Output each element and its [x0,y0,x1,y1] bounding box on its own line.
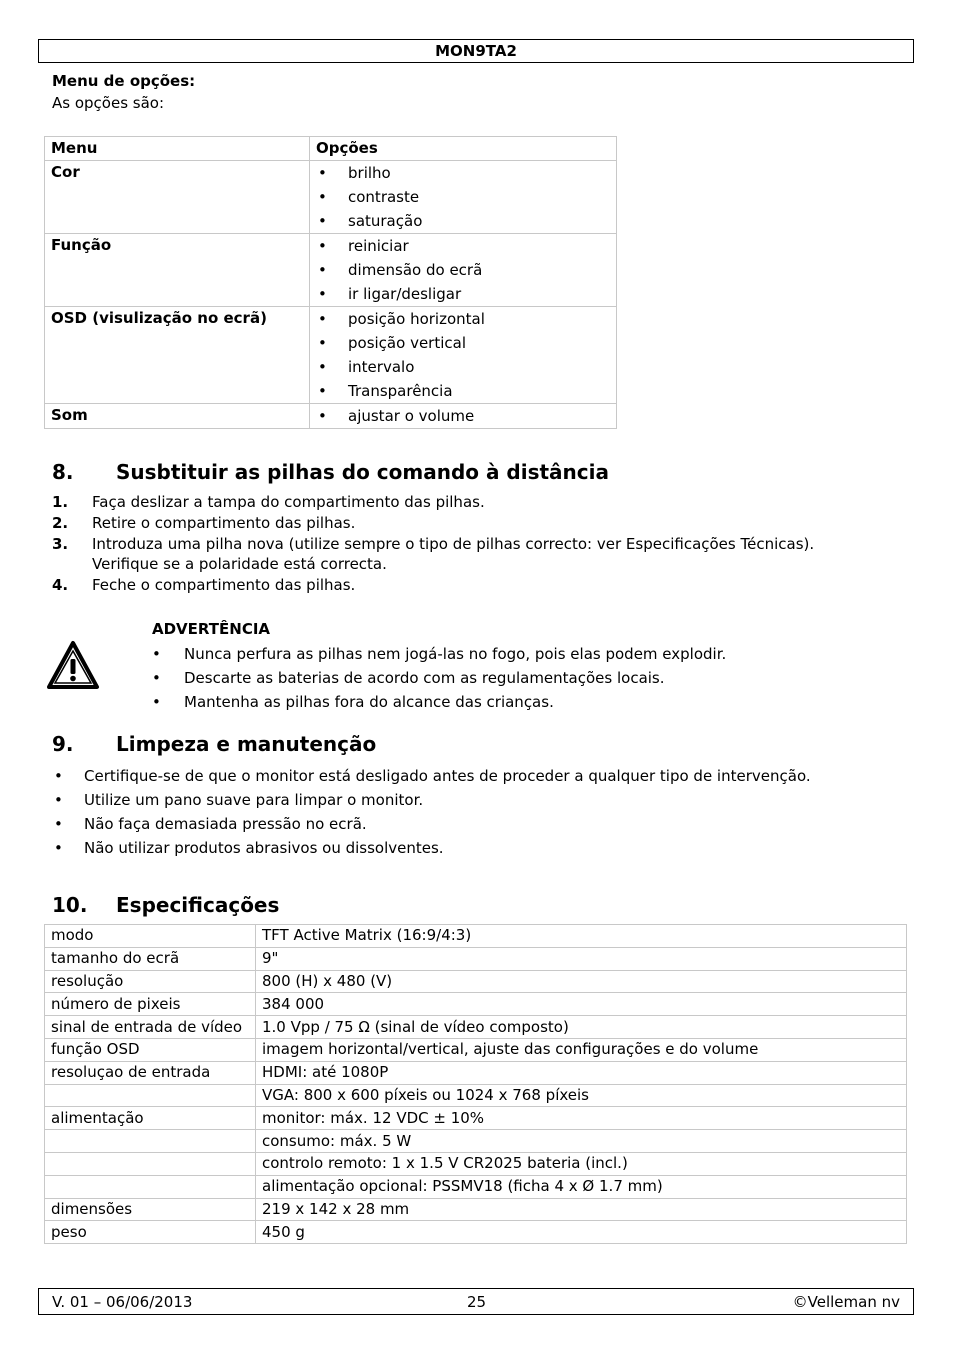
table-row [45,161,617,234]
section-number: 8. [52,460,74,484]
section-title: Especificações [116,893,280,917]
menu-options-title: Menu de opções: [52,72,196,90]
menu-options-table [44,136,617,429]
spec-value: 9" [256,947,907,970]
version-date: V. 01 – 06/06/2013 [52,1293,193,1311]
spec-key [45,1152,256,1175]
table-row [45,1016,907,1039]
spec-key: resolução [45,970,256,993]
spec-value: monitor: máx. 12 VDC ± 10% [256,1107,907,1130]
spec-key [45,1130,256,1153]
list-item: • contraste [316,185,610,209]
list-item: • Certifique-se de que o monitor está desligado antes de proceder a qualquer tipo de intervenção. [52,764,811,788]
list-item [52,513,882,533]
menu-options-intro: As opções são: [52,94,165,112]
section-number: 9. [52,732,74,756]
table-header-options: Opções [310,137,617,161]
spec-value: imagem horizontal/vertical, ajuste das configurações e do volume [256,1038,907,1061]
list-item: • Não utilizar produtos abrasivos ou dissolventes. [52,836,811,860]
table-row [45,970,907,993]
options-cell [310,404,617,429]
table-row [45,925,907,948]
step-number: 2. [52,514,69,532]
spec-key: sinal de entrada de vídeo [45,1016,256,1039]
spec-value: HDMI: até 1080P [256,1061,907,1084]
warning-list [152,642,726,714]
spec-value: VGA: 800 x 600 píxeis ou 1024 x 768 píxeis [256,1084,907,1107]
menu-cell: Cor [45,161,310,234]
step-text: Introduza uma pilha nova (utilize sempre o tipo de pilhas correcto: ver Especificações Técnicas). Verifique se a polaridade está correcta. [92,535,815,573]
list-item: • Não faça demasiada pressão no ecrã. [52,812,811,836]
menu-cell: OSD (visulização no ecrã) [45,307,310,404]
spec-key: peso [45,1221,256,1244]
list-item [52,575,882,595]
spec-key: resoluçao de entrada [45,1061,256,1084]
spec-key: número de pixeis [45,993,256,1016]
spec-value: 450 g [256,1221,907,1244]
list-item: • brilho [316,161,610,185]
table-row [45,1107,907,1130]
table-row [45,1061,907,1084]
list-item: • posição horizontal [316,307,610,331]
table-row [45,1152,907,1175]
cleaning-list [52,764,811,860]
model-name: MON9TA2 [435,42,517,60]
spec-key: dimensões [45,1198,256,1221]
list-item: • posição vertical [316,331,610,355]
table-row [45,1198,907,1221]
list-item: • ajustar o volume [316,404,610,428]
table-row [45,947,907,970]
specifications-table [44,924,907,1244]
warning-title: ADVERTÊNCIA [152,620,271,638]
list-item: • intervalo [316,355,610,379]
list-item: • Utilize um pano suave para limpar o monitor. [52,788,811,812]
table-row [45,1221,907,1244]
warning-triangle-icon [46,640,100,694]
step-number: 3. [52,535,69,553]
spec-value: 384 000 [256,993,907,1016]
list-item: • Transparência [316,379,610,403]
options-cell [310,234,617,307]
spec-key: alimentação [45,1107,256,1130]
spec-value: 219 x 142 x 28 mm [256,1198,907,1221]
table-header-menu: Menu [45,137,310,161]
menu-cell: Função [45,234,310,307]
spec-value: 1.0 Vpp / 75 Ω (sinal de vídeo composto) [256,1016,907,1039]
list-item: • reiniciar [316,234,610,258]
spec-value: alimentação opcional: PSSMV18 (ficha 4 x Ø 1.7 mm) [256,1175,907,1198]
table-row [45,993,907,1016]
table-row [45,1038,907,1061]
spec-value: 800 (H) x 480 (V) [256,970,907,993]
step-text: Feche o compartimento das pilhas. [92,576,356,594]
step-number: 1. [52,493,69,511]
table-row [45,307,617,404]
spec-value: TFT Active Matrix (16:9/4:3) [256,925,907,948]
table-row [45,1175,907,1198]
list-item: • Nunca perfura as pilhas nem jogá-las no fogo, pois elas podem explodir. [152,642,726,666]
spec-value: consumo: máx. 5 W [256,1130,907,1153]
step-text: Retire o compartimento das pilhas. [92,514,356,532]
list-item [52,492,882,512]
list-item: • saturação [316,209,610,233]
list-item [52,534,882,574]
menu-cell: Som [45,404,310,429]
section-title: Susbtituir as pilhas do comando à distância [116,460,609,484]
list-item: • dimensão do ecrã [316,258,610,282]
table-row [45,1084,907,1107]
list-item: • Descarte as baterias de acordo com as regulamentações locais. [152,666,726,690]
options-cell [310,161,617,234]
page-footer [38,1288,914,1315]
spec-key [45,1175,256,1198]
spec-value: controlo remoto: 1 x 1.5 V CR2025 bateria (incl.) [256,1152,907,1175]
spec-key [45,1084,256,1107]
copyright: ©Velleman nv [792,1293,900,1311]
step-text: Faça deslizar a tampa do compartimento das pilhas. [92,493,485,511]
spec-key: modo [45,925,256,948]
page-header [38,39,914,63]
table-row [45,1130,907,1153]
spec-key: função OSD [45,1038,256,1061]
section-title: Limpeza e manutenção [116,732,377,756]
section-number: 10. [52,893,88,917]
options-cell [310,307,617,404]
page-number: 25 [467,1293,487,1311]
list-item: • Mantenha as pilhas fora do alcance das crianças. [152,690,726,714]
table-row [45,234,617,307]
step-number: 4. [52,576,69,594]
spec-key: tamanho do ecrã [45,947,256,970]
list-item: • ir ligar/desligar [316,282,610,306]
table-row [45,404,617,429]
steps-list [52,492,882,596]
